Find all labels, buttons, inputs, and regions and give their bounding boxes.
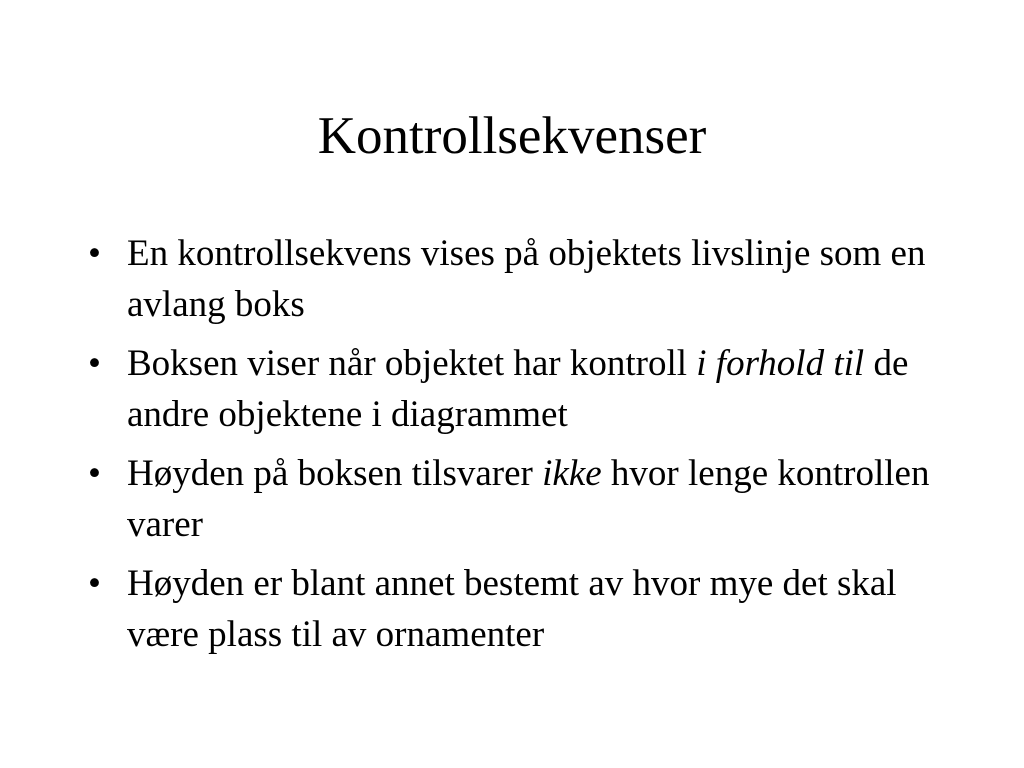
bullet-marker-icon: • <box>88 343 101 384</box>
bullet-text-segment: Boksen viser når objektet har kontroll <box>127 343 697 384</box>
bullet-item <box>88 338 968 440</box>
bullet-text <box>127 563 897 655</box>
bullet-emphasis: i forhold til <box>696 343 865 384</box>
bullet-text-segment: Høyden er blant annet bestemt av hvor mye det skal være plass til av ornamenter <box>127 563 897 655</box>
bullet-text-segment: En kontrollsekvens vises på objektets livslinje som en avlang boks <box>127 233 926 325</box>
bullet-text <box>127 453 929 545</box>
bullet-marker-icon: • <box>88 563 101 604</box>
bullet-item <box>88 558 968 660</box>
bullet-list <box>88 228 968 668</box>
bullet-item <box>88 448 968 550</box>
bullet-item <box>88 228 968 330</box>
bullet-text-segment: de andre objektene i diagrammet <box>127 343 909 435</box>
bullet-marker-icon: • <box>88 453 101 494</box>
slide-title: Kontrollsekvenser <box>317 107 707 165</box>
bullet-text-segment: Høyden på boksen tilsvarer <box>127 453 543 494</box>
bullet-text-segment: hvor lenge kontrollen varer <box>127 453 930 545</box>
bullet-marker-icon: • <box>88 233 101 274</box>
bullet-text <box>127 233 925 325</box>
bullet-emphasis: ikke <box>542 453 602 494</box>
bullet-text <box>127 343 908 435</box>
